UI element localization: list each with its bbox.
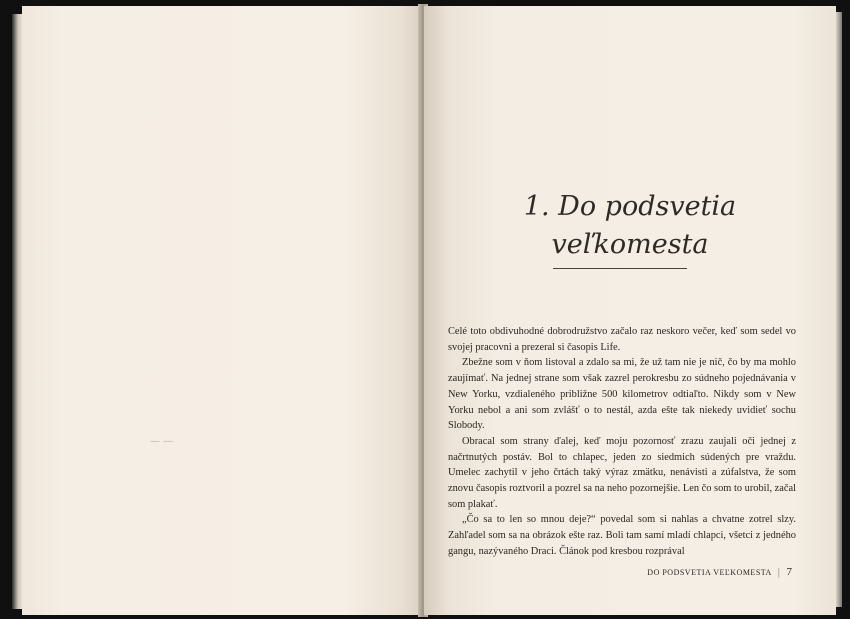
left-page-edge	[12, 14, 22, 609]
left-page-mark: — —	[150, 436, 174, 447]
title-divider	[553, 268, 687, 269]
paragraph: Zbežne som v ňom listoval a zdalo sa mi, že už tam nie je nič, čo by ma mohlo zaujímať. Na jednej strane som však zazrel perokresbu zo súdneho pojednávania v New Yorku, vzdialeného približne 500 kilometrov odtiaľto. Nikdy som v New Yorku nebol a ani som zvlášť o to nestál, azda ešte tak niekedy uvidieť sochu Slobody.	[448, 357, 796, 432]
paragraph: Obracal som strany ďalej, keď moju pozornosť zrazu zaujali oči jednej z načrtnutých postáv. Bol to chlapec, jeden zo siedmich súdených pre vraždu. Umelec zachytil v jeho črtách taký výraz zmätku, nenávisti a zúfalstva, že som znovu časopis roztvoril a pozrel sa na neho pozornejšie. Len čo som to urobil, začal som plakať.	[448, 435, 796, 510]
chapter-title	[424, 188, 836, 264]
page-number: 7	[786, 566, 792, 578]
right-page-edge	[836, 12, 842, 607]
footer-separator: |	[777, 566, 781, 578]
running-head: DO PODSVETIA VEĽKOMESTA	[647, 567, 772, 577]
chapter-title-line-2: veľkomesta	[551, 229, 709, 260]
paragraph: Celé toto obdivuhodné dobrodružstvo začalo raz neskoro večer, keď som sedel vo svojej pracovni a prezeral si časopis Life.	[448, 326, 796, 353]
paragraph: „Čo sa to len so mnou deje?“ povedal som si nahlas a chvatne zotrel slzy. Zahľadel som sa na obrázok ešte raz. Boli tam samí mladí chlapci, všetci z jedného gangu, nazývaného Draci. Článok pod kresbou rozprával	[448, 514, 796, 557]
left-page	[22, 6, 422, 615]
chapter-title-line-1: 1. Do podsvetia	[523, 191, 737, 222]
chapter-body	[448, 324, 796, 560]
page-footer	[647, 566, 792, 578]
